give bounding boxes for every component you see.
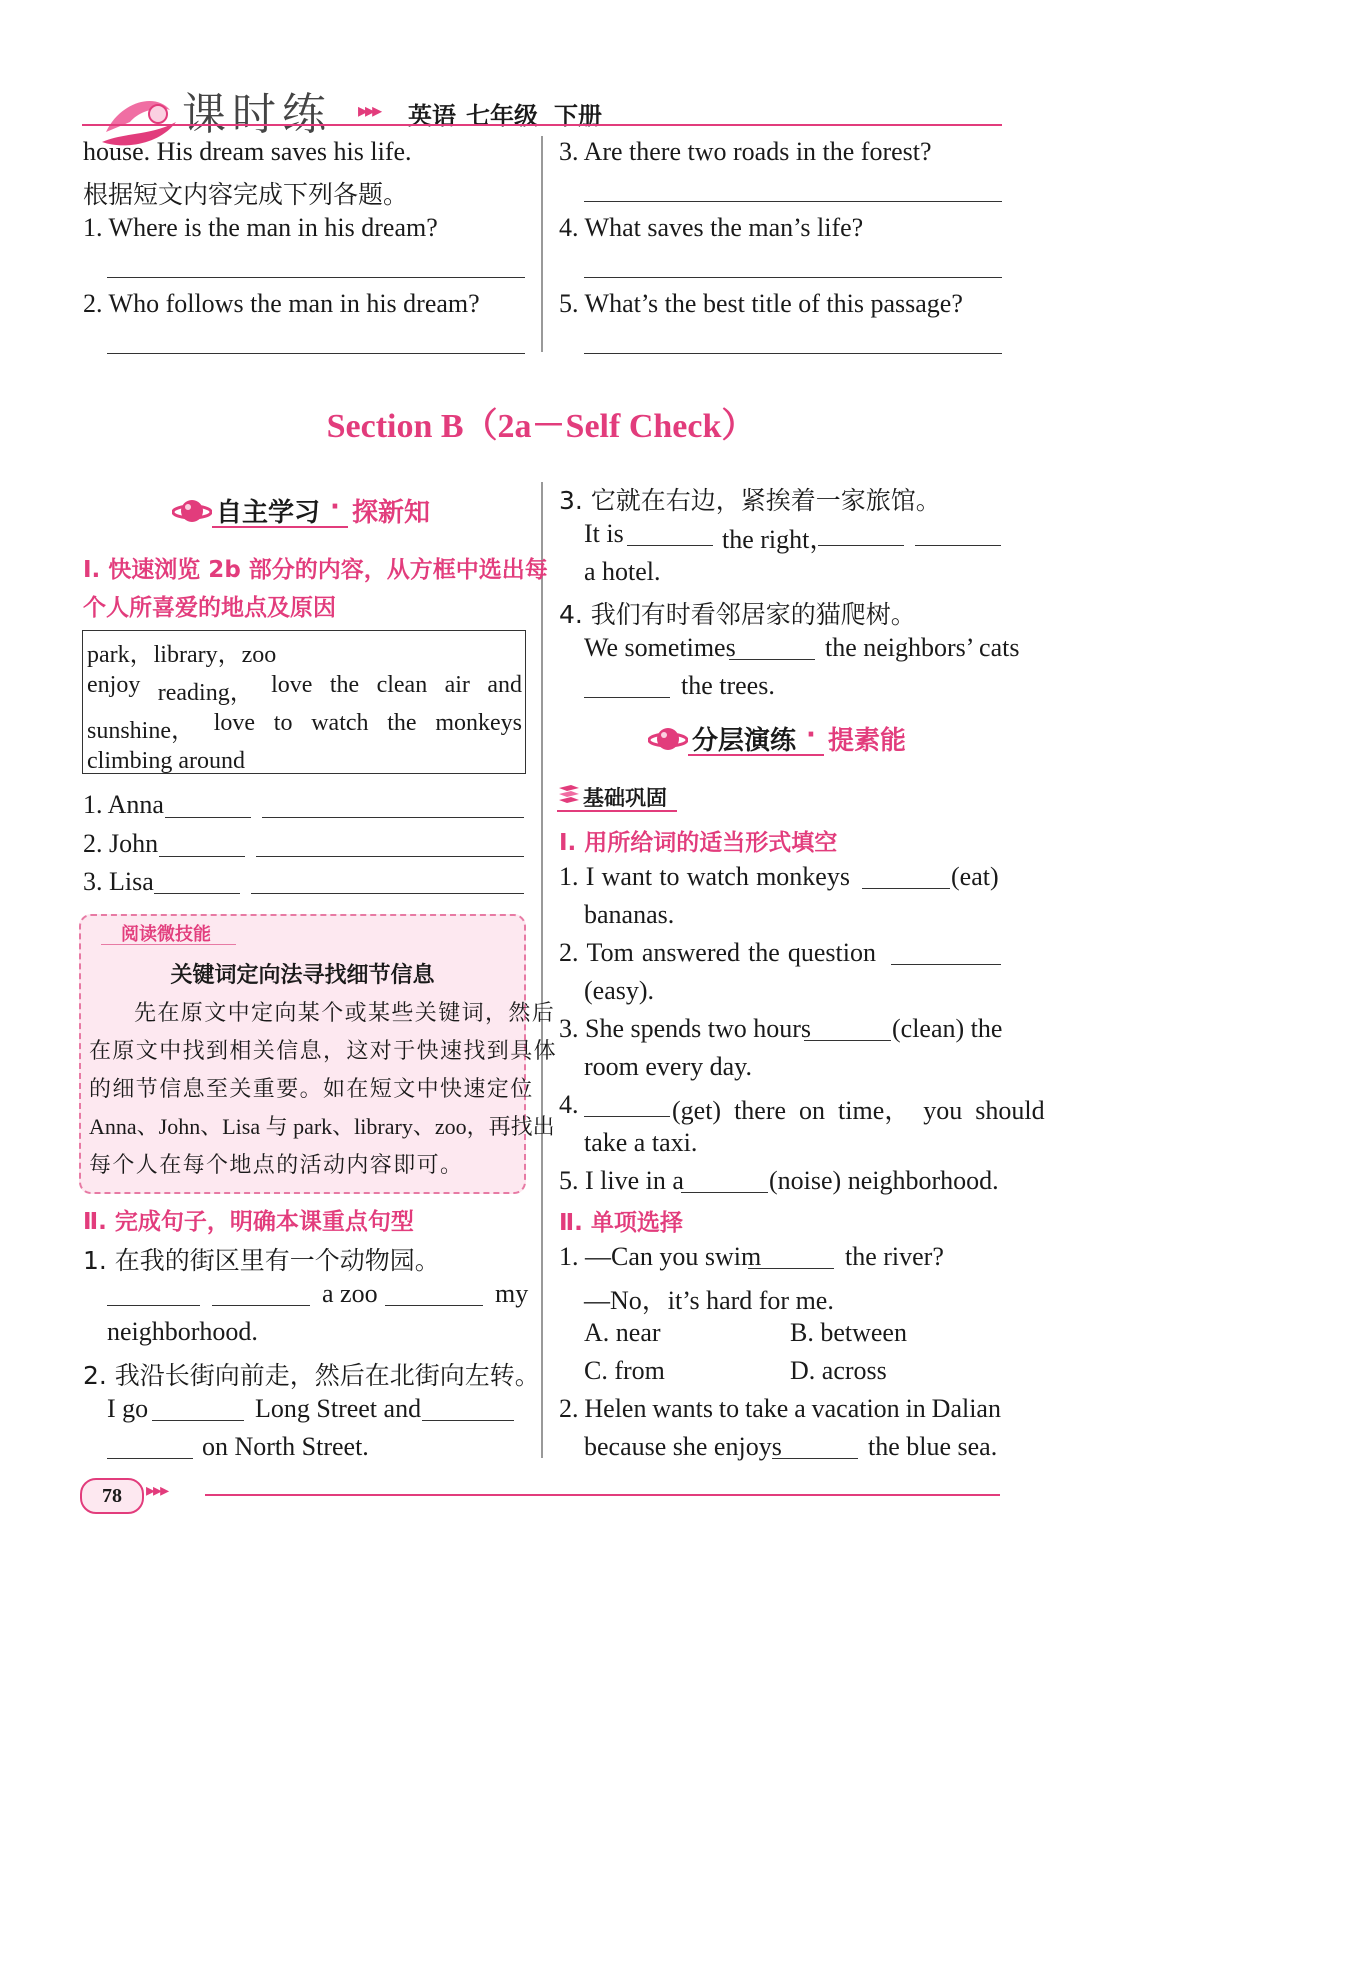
blank[interactable]: [584, 697, 670, 698]
blank[interactable]: [748, 1268, 834, 1269]
blank[interactable]: [818, 545, 904, 546]
page-number-badge: [80, 1478, 144, 1514]
word-box-line1: park，library，zoo: [87, 642, 277, 668]
sentence-2-c: on North Street.: [202, 1432, 369, 1461]
fill-3-line2: room every day.: [584, 1052, 752, 1081]
reading-instruction: 根据短文内容完成下列各题。: [83, 180, 409, 209]
word: monkeys: [435, 710, 522, 736]
blank[interactable]: [385, 1305, 483, 1306]
choice-1-a: 1. —Can you swim: [559, 1242, 762, 1271]
sentence-3-c: a hotel.: [584, 557, 661, 586]
sentence-4-b: the neighbors’ cats: [825, 633, 1020, 662]
choice-2-b: the blue sea.: [868, 1432, 998, 1461]
sentence-1-end: my: [495, 1279, 529, 1308]
word: monkeys: [756, 862, 850, 891]
word: to: [718, 1394, 740, 1423]
fill-4-line2: take a taxi.: [584, 1128, 698, 1157]
fill-1-line2: bananas.: [584, 900, 675, 929]
reading-tip-line4: Anna、John、Lisa 与 park、library、zoo，再找出: [89, 1114, 555, 1139]
blank[interactable]: [159, 856, 245, 857]
part1-heading-line2: 个人所喜爱的地点及原因: [83, 595, 336, 621]
answer-line[interactable]: [584, 277, 1002, 278]
header-volume: 下册: [554, 102, 602, 130]
word: reading，: [157, 680, 254, 706]
blank[interactable]: [729, 659, 815, 660]
self-study-banner: [172, 488, 472, 534]
choice-1-option-a[interactable]: A. near: [584, 1318, 661, 1347]
word: Tom: [586, 938, 634, 967]
fill-5-a: 5. I live in a: [559, 1166, 684, 1195]
choice-1-line2: —No，it’s hard for me.: [584, 1286, 834, 1315]
word: want: [601, 862, 653, 891]
word: and: [487, 672, 522, 698]
basic-title: 基础巩固: [583, 786, 667, 810]
sentence-2-cn: 2. 我沿长街向前走，然后在北街向左转。: [83, 1361, 540, 1390]
word: the: [329, 672, 360, 698]
choice-1-option-d[interactable]: D. across: [790, 1356, 887, 1385]
choice-2-a: because she enjoys: [584, 1432, 782, 1461]
choice-2-row1: [559, 1394, 1001, 1424]
word: the: [748, 938, 780, 967]
planet-icon: [648, 722, 688, 756]
header-grade: 七年级: [466, 102, 538, 130]
basic-label: [557, 780, 677, 812]
reading-tip-box: [79, 914, 558, 1194]
answer-line[interactable]: [107, 353, 525, 354]
word: a: [794, 1394, 806, 1423]
practice-title: 分层演练: [692, 726, 797, 756]
column-divider-top: [541, 136, 543, 352]
answer-line[interactable]: [584, 201, 1002, 202]
reading-question-3: 3. Are there two roads in the forest?: [559, 137, 932, 166]
story-end: house. His dream saves his life.: [83, 137, 412, 166]
choice-heading: Ⅱ. 单项选择: [559, 1210, 683, 1236]
word: I: [585, 862, 595, 891]
word: in: [905, 1394, 926, 1423]
word-box-line3: [87, 710, 522, 745]
book-stack-icon: [557, 784, 581, 806]
sentence-4-cn: 4. 我们有时看邻居家的猫爬树。: [559, 600, 916, 629]
word-box-line4: climbing around: [87, 748, 245, 774]
brand-title: 课时练: [182, 89, 332, 140]
answer-lisa: 3. Lisa: [83, 867, 154, 896]
answer-anna: 1. Anna: [83, 790, 164, 819]
word: 1.: [559, 862, 579, 891]
self-study-title: 自主学习: [216, 498, 321, 528]
word: air: [444, 672, 470, 698]
blank[interactable]: [165, 817, 251, 818]
practice-banner: [648, 716, 948, 762]
answer-line[interactable]: [584, 353, 1002, 354]
sentence-2-a: I go: [107, 1394, 149, 1423]
reading-tip-line2: 在原文中找到相关信息，这对于快速找到具体: [89, 1039, 558, 1064]
blank[interactable]: [584, 1116, 670, 1117]
word: love: [213, 710, 256, 736]
word: watch: [311, 710, 369, 736]
fill-1-hint: (eat): [951, 862, 999, 891]
word: 2.: [559, 1394, 579, 1423]
blank[interactable]: [862, 888, 950, 889]
fill-4-b: (get) there on time， you should: [672, 1096, 1045, 1125]
practice-dot: ·: [806, 720, 816, 750]
reading-tip-line5: 每个人在每个地点的活动内容即可。: [89, 1153, 464, 1178]
reading-tip-label-underline: [101, 944, 236, 945]
word: Dalian: [931, 1394, 1001, 1423]
sentence-4-c: the trees.: [681, 671, 775, 700]
word: to: [659, 862, 680, 891]
sentence-4-a: We sometimes: [584, 633, 736, 662]
sentence-3-a: It is: [584, 519, 624, 548]
blank[interactable]: [107, 1458, 193, 1459]
answer-john: 2. John: [83, 829, 159, 858]
word: question: [787, 938, 876, 967]
reading-tip-title: 关键词定向法寻找细节信息: [170, 963, 435, 988]
blank[interactable]: [891, 964, 1001, 965]
part1-heading-line1: Ⅰ. 快速浏览 2b 部分的内容，从方框中选出每: [83, 557, 548, 583]
blank[interactable]: [212, 1305, 310, 1306]
word: take: [745, 1394, 789, 1423]
sentence-1-line2: neighborhood.: [107, 1317, 258, 1346]
reading-question-2: 2. Who follows the man in his dream?: [83, 289, 480, 318]
word: watch: [686, 862, 749, 891]
header-subject: 英语: [408, 102, 456, 130]
fill-1-row1: [559, 862, 850, 892]
fill-4-a: 4.: [559, 1090, 579, 1119]
fill-heading: Ⅰ. 用所给词的适当形式填空: [559, 830, 838, 856]
banner-underline: [212, 526, 348, 528]
reading-question-4: 4. What saves the man’s life?: [559, 213, 864, 242]
fill-2-line2: (easy).: [584, 976, 655, 1005]
blank[interactable]: [262, 817, 524, 818]
blank[interactable]: [422, 1420, 514, 1421]
self-study-subtitle: 探新知: [352, 498, 431, 528]
word-box-line2: [87, 672, 522, 707]
answer-line[interactable]: [107, 277, 525, 278]
page-number: 78: [102, 1485, 122, 1507]
reading-question-5: 5. What’s the best title of this passage?: [559, 289, 963, 318]
word: wants: [652, 1394, 714, 1423]
sentence-3-b: the right，: [722, 525, 836, 554]
planet-icon: [172, 494, 212, 528]
word: answered: [641, 938, 741, 967]
reading-question-1: 1. Where is the man in his dream?: [83, 213, 438, 242]
word: sunshine，: [87, 718, 195, 744]
reading-tip-label: 阅读微技能: [121, 924, 211, 945]
fill-3-b: (clean) the: [892, 1014, 1003, 1043]
word: love: [271, 672, 313, 698]
choice-1-option-b[interactable]: B. between: [790, 1318, 907, 1347]
word-box: [82, 630, 526, 774]
section-title: Section B（2a－Self Check）: [326, 408, 756, 445]
blank[interactable]: [251, 893, 524, 894]
blank[interactable]: [152, 1420, 244, 1421]
self-study-dot: ·: [330, 492, 340, 522]
word: to: [273, 710, 293, 736]
reading-tip-line1: 先在原文中定向某个或某些关键词，然后: [134, 1001, 556, 1026]
choice-1-option-c[interactable]: C. from: [584, 1356, 665, 1385]
blank[interactable]: [772, 1458, 858, 1459]
column-divider-bottom: [541, 482, 543, 1458]
fill-2-row1: [559, 938, 876, 968]
blank[interactable]: [804, 1040, 891, 1041]
word: 2.: [559, 938, 579, 967]
word: clean: [376, 672, 428, 698]
banner-underline: [688, 754, 824, 756]
sentence-1-cn: 1. 在我的街区里有一个动物园。: [83, 1246, 440, 1275]
reading-tip-line3: 的细节信息至关重要。如在短文中快速定位: [89, 1077, 534, 1102]
blank[interactable]: [915, 545, 1001, 546]
sentence-2-b: Long Street and: [255, 1394, 422, 1423]
fill-3-a: 3. She spends two hours: [559, 1014, 812, 1043]
basic-underline: [557, 810, 677, 812]
word: vacation: [811, 1394, 900, 1423]
choice-1-b: the river?: [845, 1242, 944, 1271]
sentence-1-mid: a zoo: [322, 1279, 378, 1308]
blank[interactable]: [627, 545, 713, 546]
word: enjoy: [87, 672, 141, 698]
header-arrows-icon: ▸▸▸: [358, 98, 380, 122]
practice-subtitle: 提素能: [828, 726, 907, 756]
footer-arrows-icon: ▸▸▸: [146, 1480, 168, 1501]
blank[interactable]: [154, 893, 240, 894]
blank[interactable]: [681, 1192, 768, 1193]
blank[interactable]: [256, 856, 524, 857]
word: Helen: [584, 1394, 647, 1423]
part2-heading: Ⅱ. 完成句子，明确本课重点句型: [83, 1209, 414, 1235]
word: the: [387, 710, 417, 736]
blank[interactable]: [107, 1305, 200, 1306]
header-rule: [82, 124, 1002, 126]
fill-5-b: (noise) neighborhood.: [769, 1166, 999, 1195]
sentence-3-cn: 3. 它就在右边，紧挨着一家旅馆。: [559, 486, 941, 515]
footer-rule: [205, 1494, 1000, 1496]
